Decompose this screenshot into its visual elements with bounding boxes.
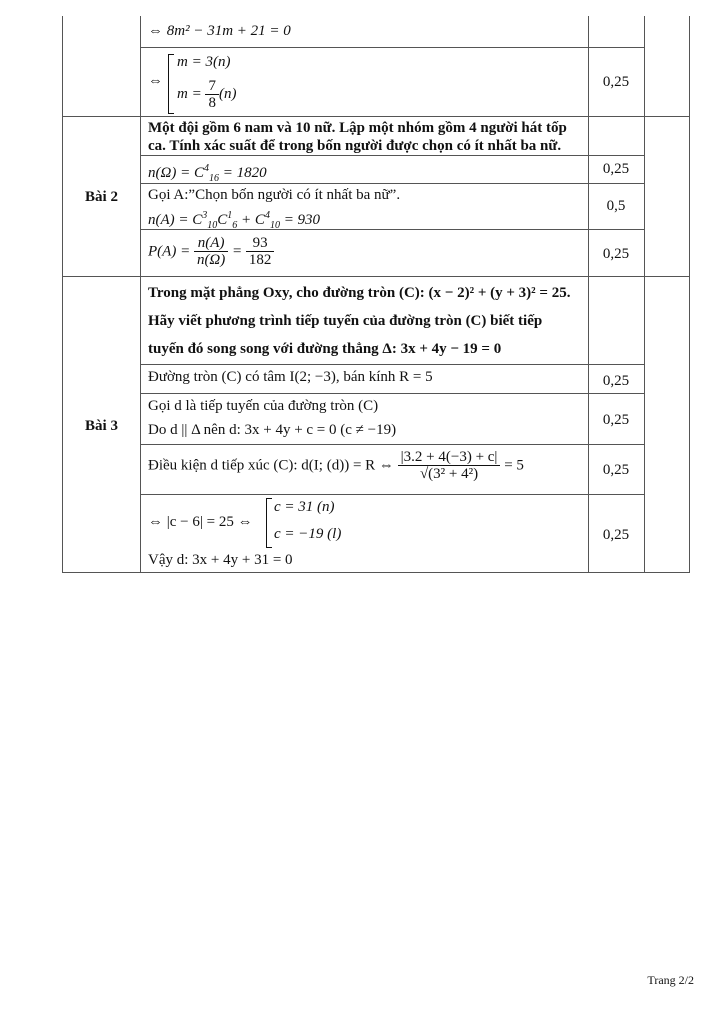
- table-col-divider-1: [140, 16, 141, 573]
- problem-statement-line-3: tuyến đó song song với đường thẳng Δ: 3x + 4y − 19 = 0: [148, 341, 502, 357]
- problem-statement-line-1: Một đội gồm 6 nam và 10 nữ. Lập một nhóm gồm 4 người hát tốp: [148, 120, 567, 136]
- problem-label-bai-3: Bài 3: [85, 418, 118, 434]
- solve-prefix: ⇔ |c − 6| = 25 ⇔: [148, 514, 253, 530]
- system-bracket: [168, 54, 174, 114]
- problem-statement-line-1: Trong mặt phẳng Oxy, cho đường tròn (C): (x − 2)² + (y + 3)² = 25.: [148, 285, 571, 301]
- table-bottom-border: [62, 572, 690, 573]
- system-line-2: m = $\frac{7}{8}$ (n): [177, 78, 237, 111]
- event-definition: Gọi A:”Chọn bốn người có ít nhất ba nữ”.: [148, 187, 401, 203]
- fraction-nA-over-nOmega: $\frac{n(A)}{n(\Omega)}$: [194, 235, 228, 268]
- row-divider: [140, 47, 644, 48]
- section-divider: [62, 116, 690, 117]
- score-event-count: 0,5: [606, 198, 626, 214]
- conclusion: Vậy d: 3x + 4y + 31 = 0: [148, 552, 293, 568]
- tangency-condition: Điều kiện d tiếp xúc (C): d(I; (d)) = R ⇔ $\frac{|3.2 + 4(-3) + c|}{\text{√(3² + 4²)}}$ = 5: [148, 449, 524, 482]
- tangent-definition: Gọi d là tiếp tuyến của đường tròn (C): [148, 398, 379, 414]
- table-col-divider-2: [588, 16, 589, 573]
- score-tangency-condition: 0,25: [602, 462, 630, 478]
- table-left-border: [62, 16, 63, 573]
- solution-line-1: c = 31 (n): [274, 499, 335, 515]
- fraction-distance: $\frac{|3.2 + 4(-3) + c|}{\text{√(3² + 4²)}}$: [398, 449, 501, 482]
- row-divider: [140, 364, 644, 365]
- row-divider: [140, 444, 644, 445]
- system-prefix: ⇔: [148, 73, 163, 89]
- table-right-border: [689, 16, 690, 573]
- fraction-93-over-182: $\frac{93}{182}$: [246, 235, 275, 268]
- row-divider: [140, 393, 644, 394]
- circle-center-radius: Đường tròn (C) có tâm I(2; −3), bán kính R = 5: [148, 369, 433, 385]
- tangent-equation: Do d || Δ nên d: 3x + 4y + c = 0 (c ≠ −19): [148, 422, 397, 438]
- row-divider: [140, 155, 644, 156]
- event-count: $n(A) = C^3_{10}C^1_6 + C^4_{10} = 930$: [148, 210, 321, 231]
- score-probability: 0,25: [602, 246, 630, 262]
- fraction-seven-eighths: $\frac{7}{8}$: [205, 78, 219, 111]
- table-col-divider-3: [644, 16, 645, 573]
- score-center-radius: 0,25: [602, 373, 630, 389]
- section-divider: [62, 276, 690, 277]
- equation-quadratic: ⇔ 8m² − 31m + 21 = 0: [148, 23, 291, 39]
- score-tangent: 0,25: [602, 412, 630, 428]
- page-number: Trang 2/2: [647, 973, 694, 987]
- score-solution: 0,25: [602, 527, 630, 543]
- score-system: 0,25: [602, 74, 630, 90]
- problem-label-bai-2: Bài 2: [85, 189, 118, 205]
- sample-space-count: $n(\Omega) = C^4_{16} = 1820$: [148, 163, 267, 184]
- problem-statement-line-2: ca. Tính xác suất để trong bốn người được chọn có ít nhất ba nữ.: [148, 138, 562, 154]
- solution-line-2: c = −19 (l): [274, 526, 342, 542]
- system-line-1: m = 3(n): [177, 54, 231, 70]
- problem-statement-line-2: Hãy viết phương trình tiếp tuyến của đường tròn (C) biết tiếp: [148, 313, 543, 329]
- solution-bracket: [266, 498, 272, 548]
- score-sample-space: 0,25: [602, 161, 630, 177]
- probability-formula: P(A) = $\frac{n(A)}{n(\Omega)}$ = $\frac{93}{182}$: [148, 235, 274, 268]
- row-divider: [140, 494, 644, 495]
